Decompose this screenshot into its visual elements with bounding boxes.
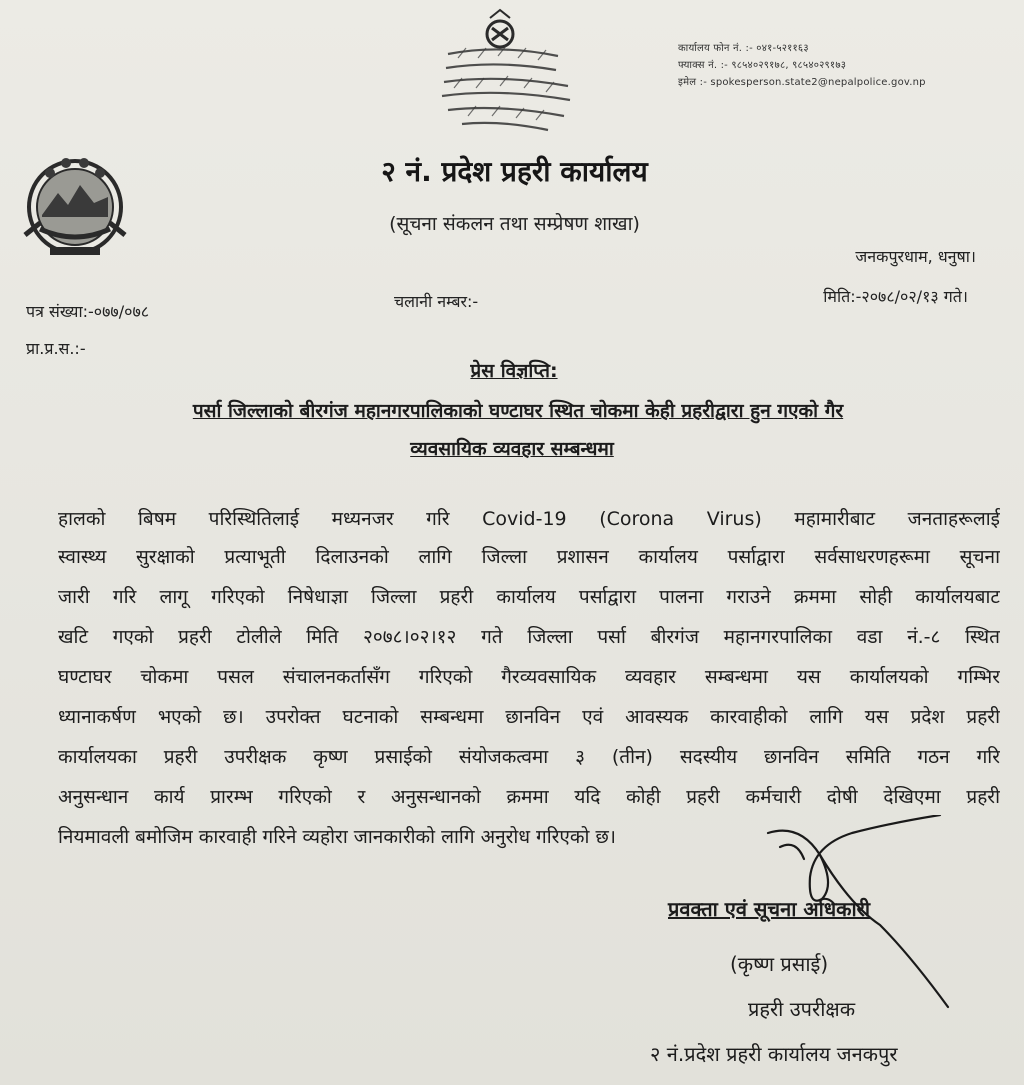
signatory-title: प्रवक्ता एवं सूचना अधिकारी (668, 897, 871, 921)
dispatch-number: चलानी नम्बर:- (394, 292, 479, 311)
body-line: नियमावली बमोजिम कारवाही गरिने व्यहोरा जानकारीको लागि अनुरोध गरिएको छ। (58, 826, 617, 848)
office-title: २ नं. प्रदेश प्रहरी कार्यालय (381, 155, 648, 188)
contact-block (678, 40, 926, 91)
signatory-office: २ नं.प्रदेश प्रहरी कार्यालय जनकपुर (650, 1042, 898, 1066)
reference-number: प्रा.प्र.स.:- (26, 339, 86, 358)
contact-phone: कार्यालय फोन नं. :- ०४१-५२११६३ (678, 43, 809, 54)
body-line: खटि गएको प्रहरी टोलीले मिति २०७८।०२।१२ गते जिल्ला पर्सा बीरगंज महानगरपालिका वडा नं.-८ स्थित (58, 626, 1000, 648)
letter-date: मिति:-२०७८/०२/१३ गते। (823, 287, 968, 306)
body-line: हालको बिषम परिस्थितिलाई मध्यनजर गरि Covid-19 (Corona Virus) महामारीबाट जनताहरूलाई (58, 508, 1000, 530)
body-line: ध्यानाकर्षण भएको छ। उपरोक्त घटनाको सम्बन्धमा छानविन एवं आवस्यक कारवाहीको लागि यस प्रदेश प्रहरी (58, 706, 1000, 728)
branch-name: (सूचना संकलन तथा सम्प्रेषण शाखा) (389, 213, 640, 235)
signatory-rank: प्रहरी उपरीक्षक (748, 997, 856, 1021)
body-line: अनुसन्धान कार्य प्रारम्भ गरिएको र अनुसन्धानको क्रममा यदि कोही प्रहरी कर्मचारी दोषी देखिएमा प्रहरी (58, 786, 1000, 808)
body-line: जारी गरि लागू गरिएको निषेधाज्ञा जिल्ला प्रहरी कार्यालय पर्साद्वारा पालना गराउने क्रममा सोही कार्यालयबाट (58, 586, 1000, 608)
subject-line-2: व्यवसायिक व्यवहार सम्बन्धमा (410, 438, 614, 460)
body-line: घण्टाघर चोकमा पसल संचालनकर्तासँग गरिएको गैरव्यवसायिक व्यवहार सम्बन्धमा यस कार्यालयको गम्भिर (58, 666, 1000, 688)
press-release-label: प्रेस विज्ञप्ति: (470, 360, 558, 382)
police-office-stamp-icon (418, 8, 583, 148)
contact-email: इमेल :- spokesperson.state2@nepalpolice.gov.np (678, 77, 926, 88)
body-line: कार्यालयका प्रहरी उपरीक्षक कृष्ण प्रसाईको संयोजकत्वमा ३ (तीन) सदस्यीय छानविन समिति गठन गरि (58, 746, 1000, 768)
location: जनकपुरधाम, धनुषा। (855, 247, 976, 266)
contact-fax: फ्याक्स नं. :- ९८५४०२९१७८, ९८५४०२९१७३ (678, 60, 847, 71)
letter-number: पत्र संख्या:-०७७/०७८ (26, 302, 150, 321)
subject-line-1: पर्सा जिल्लाको बीरगंज महानगरपालिकाको घण्टाघर स्थित चोकमा केही प्रहरीद्वारा हुन गएको गैर (192, 400, 844, 422)
signatory-name: (कृष्ण प्रसाई) (730, 952, 829, 976)
body-line: स्वास्थ्य सुरक्षाको प्रत्याभूती दिलाउनको लागि जिल्ला प्रशासन कार्यालय पर्साद्वारा सर्वसाधरणहरूमा सूचना (58, 546, 1000, 568)
